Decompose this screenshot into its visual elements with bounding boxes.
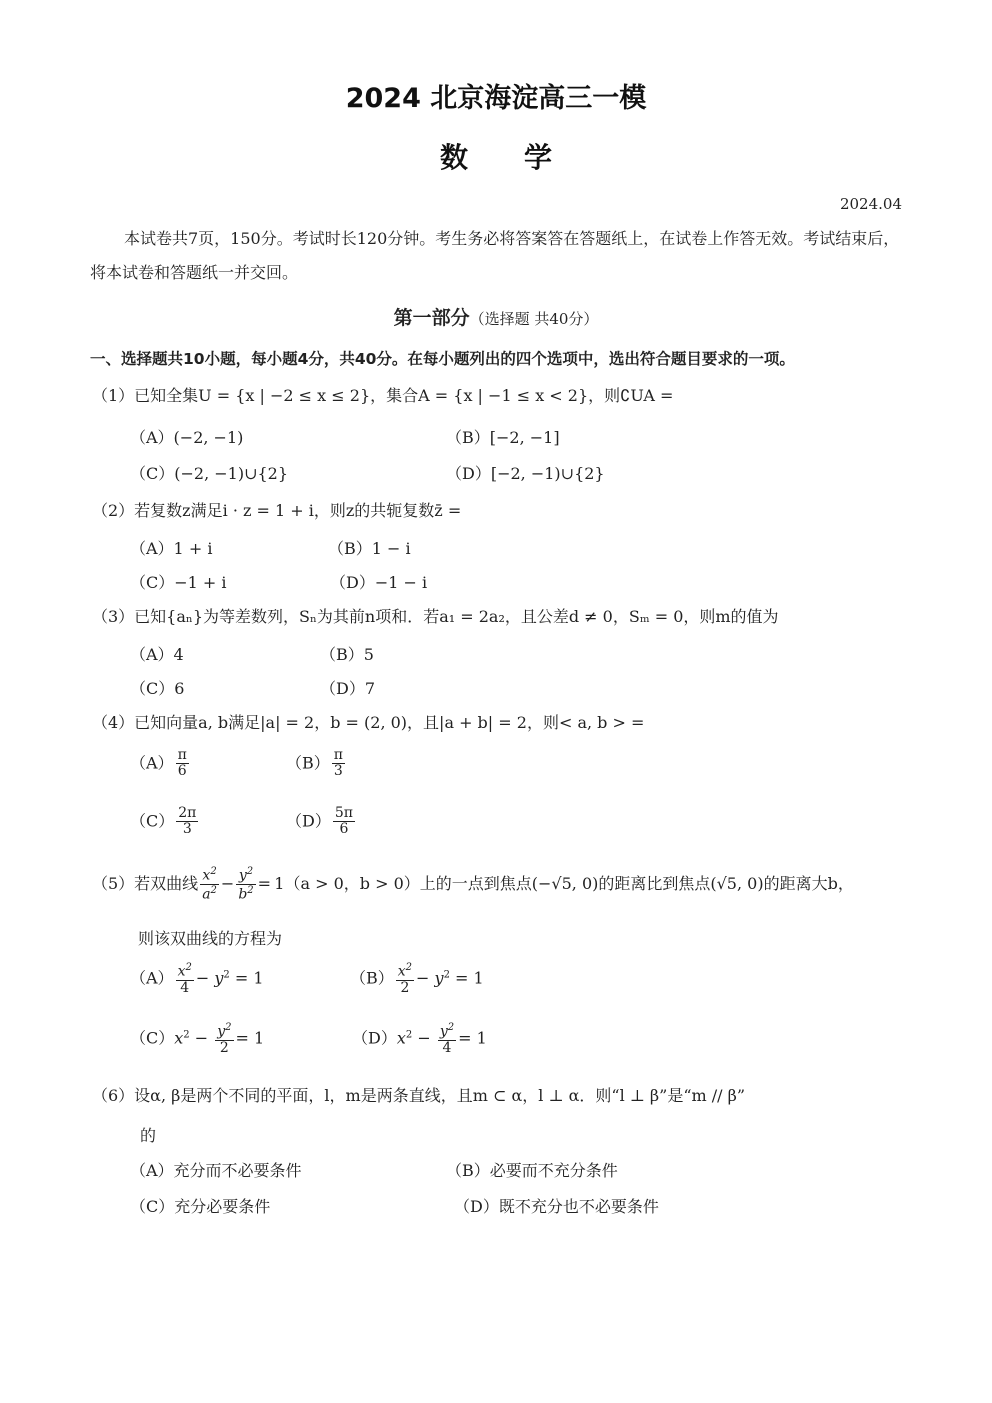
q6-option-d: （D）既不充分也不必要条件 [454, 1197, 659, 1216]
exam-title: 2024 北京海淀高三一模 [345, 83, 647, 114]
q5-option-c-label: （C） [130, 1028, 175, 1048]
q4-option-b [286, 748, 347, 780]
exam-instructions: 本试卷共7页，150分。考试时长120分钟。考生务必将答案答在答题纸上，在试卷上作答无效。考试结束后，将本试卷和答题纸一并交回。 [90, 229, 900, 282]
q4-b-num: π [333, 747, 343, 763]
q5-option-b-label: （B） [350, 968, 394, 988]
question-2-stem: （2）若复数z满足i · z = 1 + i，则z的共轭复数z̄ = [92, 501, 462, 520]
q4-d-den: 6 [339, 821, 349, 838]
question-3-stem: （3）已知{aₙ}为等差数列，Sₙ为其前n项和．若a₁ = 2a₂，且公差d ≠ 0，Sₘ = 0，则m的值为 [92, 607, 779, 626]
q6-option-b: （B）必要而不充分条件 [446, 1161, 618, 1180]
q5-frac-y: $\frac{y^2}{b^2}$ [238, 866, 254, 903]
q4-b-den: 3 [333, 763, 343, 780]
q3-option-c: （C）6 [130, 679, 185, 698]
question-4-stem: （4）已知向量a, b满足|a| = 2，b = (2, 0)，且|a + b| = 2，则< a, b > = [92, 713, 645, 732]
q4-option-d-fraction [333, 806, 355, 838]
q4-a-den: 6 [177, 763, 187, 780]
q3-option-a: （A）4 [130, 645, 184, 664]
q4-d-num: 5π [334, 805, 353, 821]
q4-option-b-fraction [332, 748, 345, 780]
q5-option-d: $(D)x^2$ − $\frac{y^2}{4}$ = 1 [352, 1022, 487, 1057]
q4-option-c [130, 806, 200, 838]
part-sub: （选择题 共40分） [469, 310, 599, 328]
q1-option-b: （B）[−2, −1] [446, 428, 560, 447]
q5-stem-c: 则该双曲线的方程为 [138, 929, 283, 948]
q6-option-a: （A）充分而不必要条件 [130, 1161, 302, 1180]
q1-option-d: （D）[−2, −1)∪{2} [446, 464, 605, 483]
q4-option-c-label: （C） [130, 811, 175, 831]
q5-stem-b: （a > 0，b > 0）上的一点到焦点(−√5, 0)的距离比到焦点(√5, 0)的距离大b， [284, 874, 854, 894]
q4-option-b-label: （B） [286, 753, 330, 773]
q5-frac-x: $\frac{x^2}{a^2}$ [202, 866, 217, 903]
q4-option-a-fraction [176, 748, 189, 780]
part-main: 第一部分 [393, 307, 470, 329]
q3-option-b: （B）5 [320, 645, 374, 664]
q2-option-c: （C）−1 + i [130, 573, 227, 592]
q5-option-a: （A） $\frac{x^2}{4}$ − $y^2 = 1$ [130, 962, 264, 997]
q6-stem-c: 的 [140, 1126, 157, 1145]
q1-option-a: （A）(−2, −1) [130, 428, 244, 447]
q5-option-a-label: （A） [130, 968, 174, 988]
part-heading [0, 303, 992, 330]
question-6-stem: （6）设α, β是两个不同的平面，l，m是两条直线，且m ⊂ α，l ⊥ α．则“l ⊥ β”是“m // β” [92, 1086, 746, 1105]
subject-title: 数学 [439, 141, 608, 174]
question-5-stem: （5）若双曲线 $\frac{x^2}{a^2}$ − $\frac{y^2}{b^2}$ = 1（a > 0，b > 0）上的一点到焦点(−√5, 0)的距离比到焦点(√5, 0)的距离大b， [92, 866, 854, 903]
q4-option-c-fraction [176, 806, 198, 838]
q4-a-num: π [177, 747, 187, 763]
q6-option-c: （C）充分必要条件 [130, 1197, 271, 1216]
q5-option-c: $(C)x^2$ − $\frac{y^2}{2}$ = 1 [130, 1022, 265, 1057]
q4-option-d [286, 806, 357, 838]
q4-option-d-label: （D） [286, 811, 331, 831]
question-1-stem: （1）已知全集U = {x | −2 ≤ x ≤ 2}，集合A = {x | −1 ≤ x < 2}，则∁UA = [92, 386, 674, 405]
q1-option-c: （C）(−2, −1)∪{2} [130, 464, 289, 483]
q4-option-a-label: （A） [130, 753, 174, 773]
q5-option-d-label: （D） [352, 1028, 397, 1048]
q5-stem-a: （5）若双曲线 [92, 874, 199, 894]
q4-c-den: 3 [182, 821, 192, 838]
q2-option-a: （A）1 + i [130, 539, 213, 558]
section-heading: 一、选择题共10小题，每小题4分，共40分。在每小题列出的四个选项中，选出符合题目要求的一项。 [90, 350, 795, 368]
q2-option-b: （B）1 − i [328, 539, 411, 558]
q2-option-d: （D）−1 − i [330, 573, 428, 592]
q3-option-d: （D）7 [320, 679, 376, 698]
q4-option-a [130, 748, 191, 780]
q4-c-num: 2π [178, 805, 197, 821]
exam-date: 2024.04 [839, 195, 902, 213]
q5-option-b: （B） $\frac{x^2}{2}$ − $y^2 = 1$ [350, 962, 484, 997]
